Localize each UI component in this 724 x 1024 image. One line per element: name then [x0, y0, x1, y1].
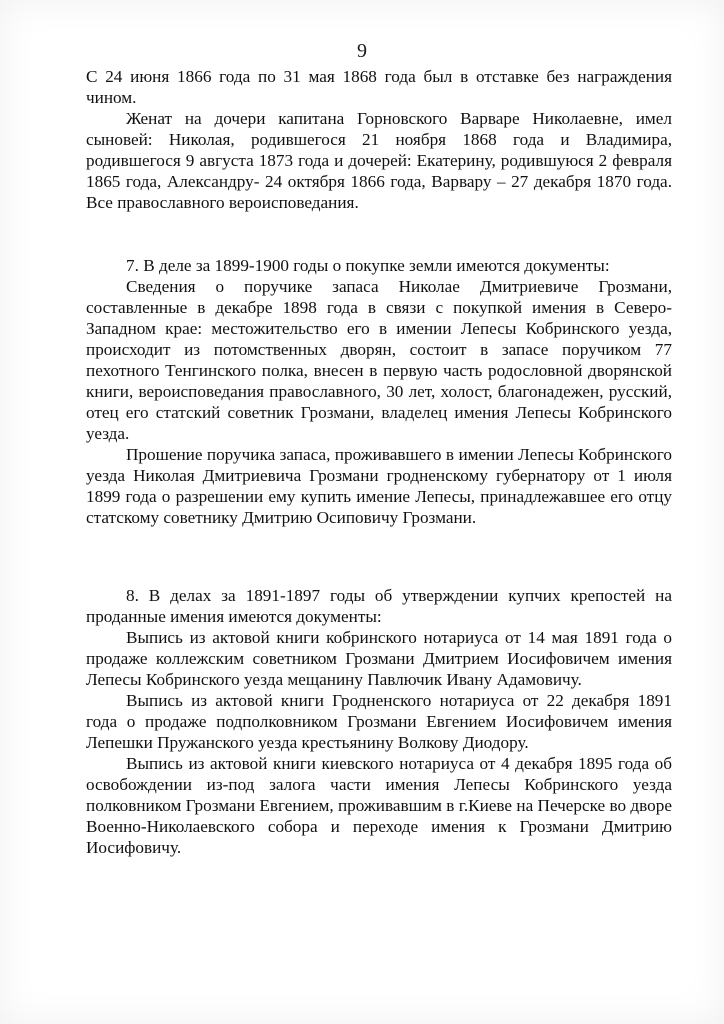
section-8 [86, 585, 672, 858]
section-7-paragraph-1: Сведения о поручике запаса Николае Дмитриевиче Грозмани, составленные в декабре 1898 года в связи с покупкой имения в Северо-Западном крае: местожительство его в имении Лепесы Кобринского уезда, происходит из потомственных дворян, состоит в запасе поручиком 77 пехотного Тенгинского полка, внесен в первую часть родословной дворянской книги, вероисповедания православного, 30 лет, холост, благонадежен, русский, отец его статский советник Грозмани, владелец имения Лепесы Кобринского уезда. [86, 277, 672, 443]
section-7-heading: 7. В деле за 1899-1900 годы о покупке земли имеются документы: [126, 256, 610, 275]
section-7 [86, 255, 672, 528]
intro-block [86, 66, 672, 213]
section-7-paragraph-2: Прошение поручика запаса, проживавшего в имении Лепесы Кобринского уезда Николая Дмитриевича Грозмани гродненскому губернатору от 1 июля 1899 года о разрешении ему купить имение Лепесы, принадлежавшее его отцу статскому советнику Дмитрию Осиповичу Грозмани. [86, 445, 672, 527]
section-8-heading: 8. В делах за 1891-1897 годы об утверждении купчих крепостей на проданные имения имеются документы: [86, 586, 672, 626]
intro-paragraph-1: С 24 июня 1866 года по 31 мая 1868 года был в отставке без награждения чином. [86, 67, 672, 107]
section-8-paragraph-3: Выпись из актовой книги киевского нотариуса от 4 декабря 1895 года об освобождении из-под залога части имения Лепесы Кобринского уезда полковником Грозмани Евгением, проживавшим в г.Киеве на Печерске во дворе Военно-Николаевского собора и переходе имения к Грозмани Дмитрию Иосифовичу. [86, 754, 672, 857]
page-number: 9 [357, 40, 367, 62]
section-8-paragraph-2: Выпись из актовой книги Гродненского нотариуса от 22 декабря 1891 года о продаже подполковником Грозмани Евгением Иосифовичем имения Лепешки Пружанского уезда крестьянину Волкову Диодору. [86, 691, 672, 752]
section-8-paragraph-1: Выпись из актовой книги кобринского нотариуса от 14 мая 1891 года о продаже коллежским советником Грозмани Дмитрием Иосифовичем имения Лепесы Кобринского уезда мещанину Павлючик Ивану Адамовичу. [86, 628, 672, 689]
intro-paragraph-2: Женат на дочери капитана Горновского Варваре Николаевне, имел сыновей: Николая, родившегося 21 ноября 1868 года и Владимира, родившегося 9 августа 1873 года и дочерей: Екатерину, родившуюся 2 февраля 1865 года, Александру- 24 октября 1866 года, Варвару – 27 декабря 1870 года. Все православного вероисповедания. [86, 109, 672, 212]
